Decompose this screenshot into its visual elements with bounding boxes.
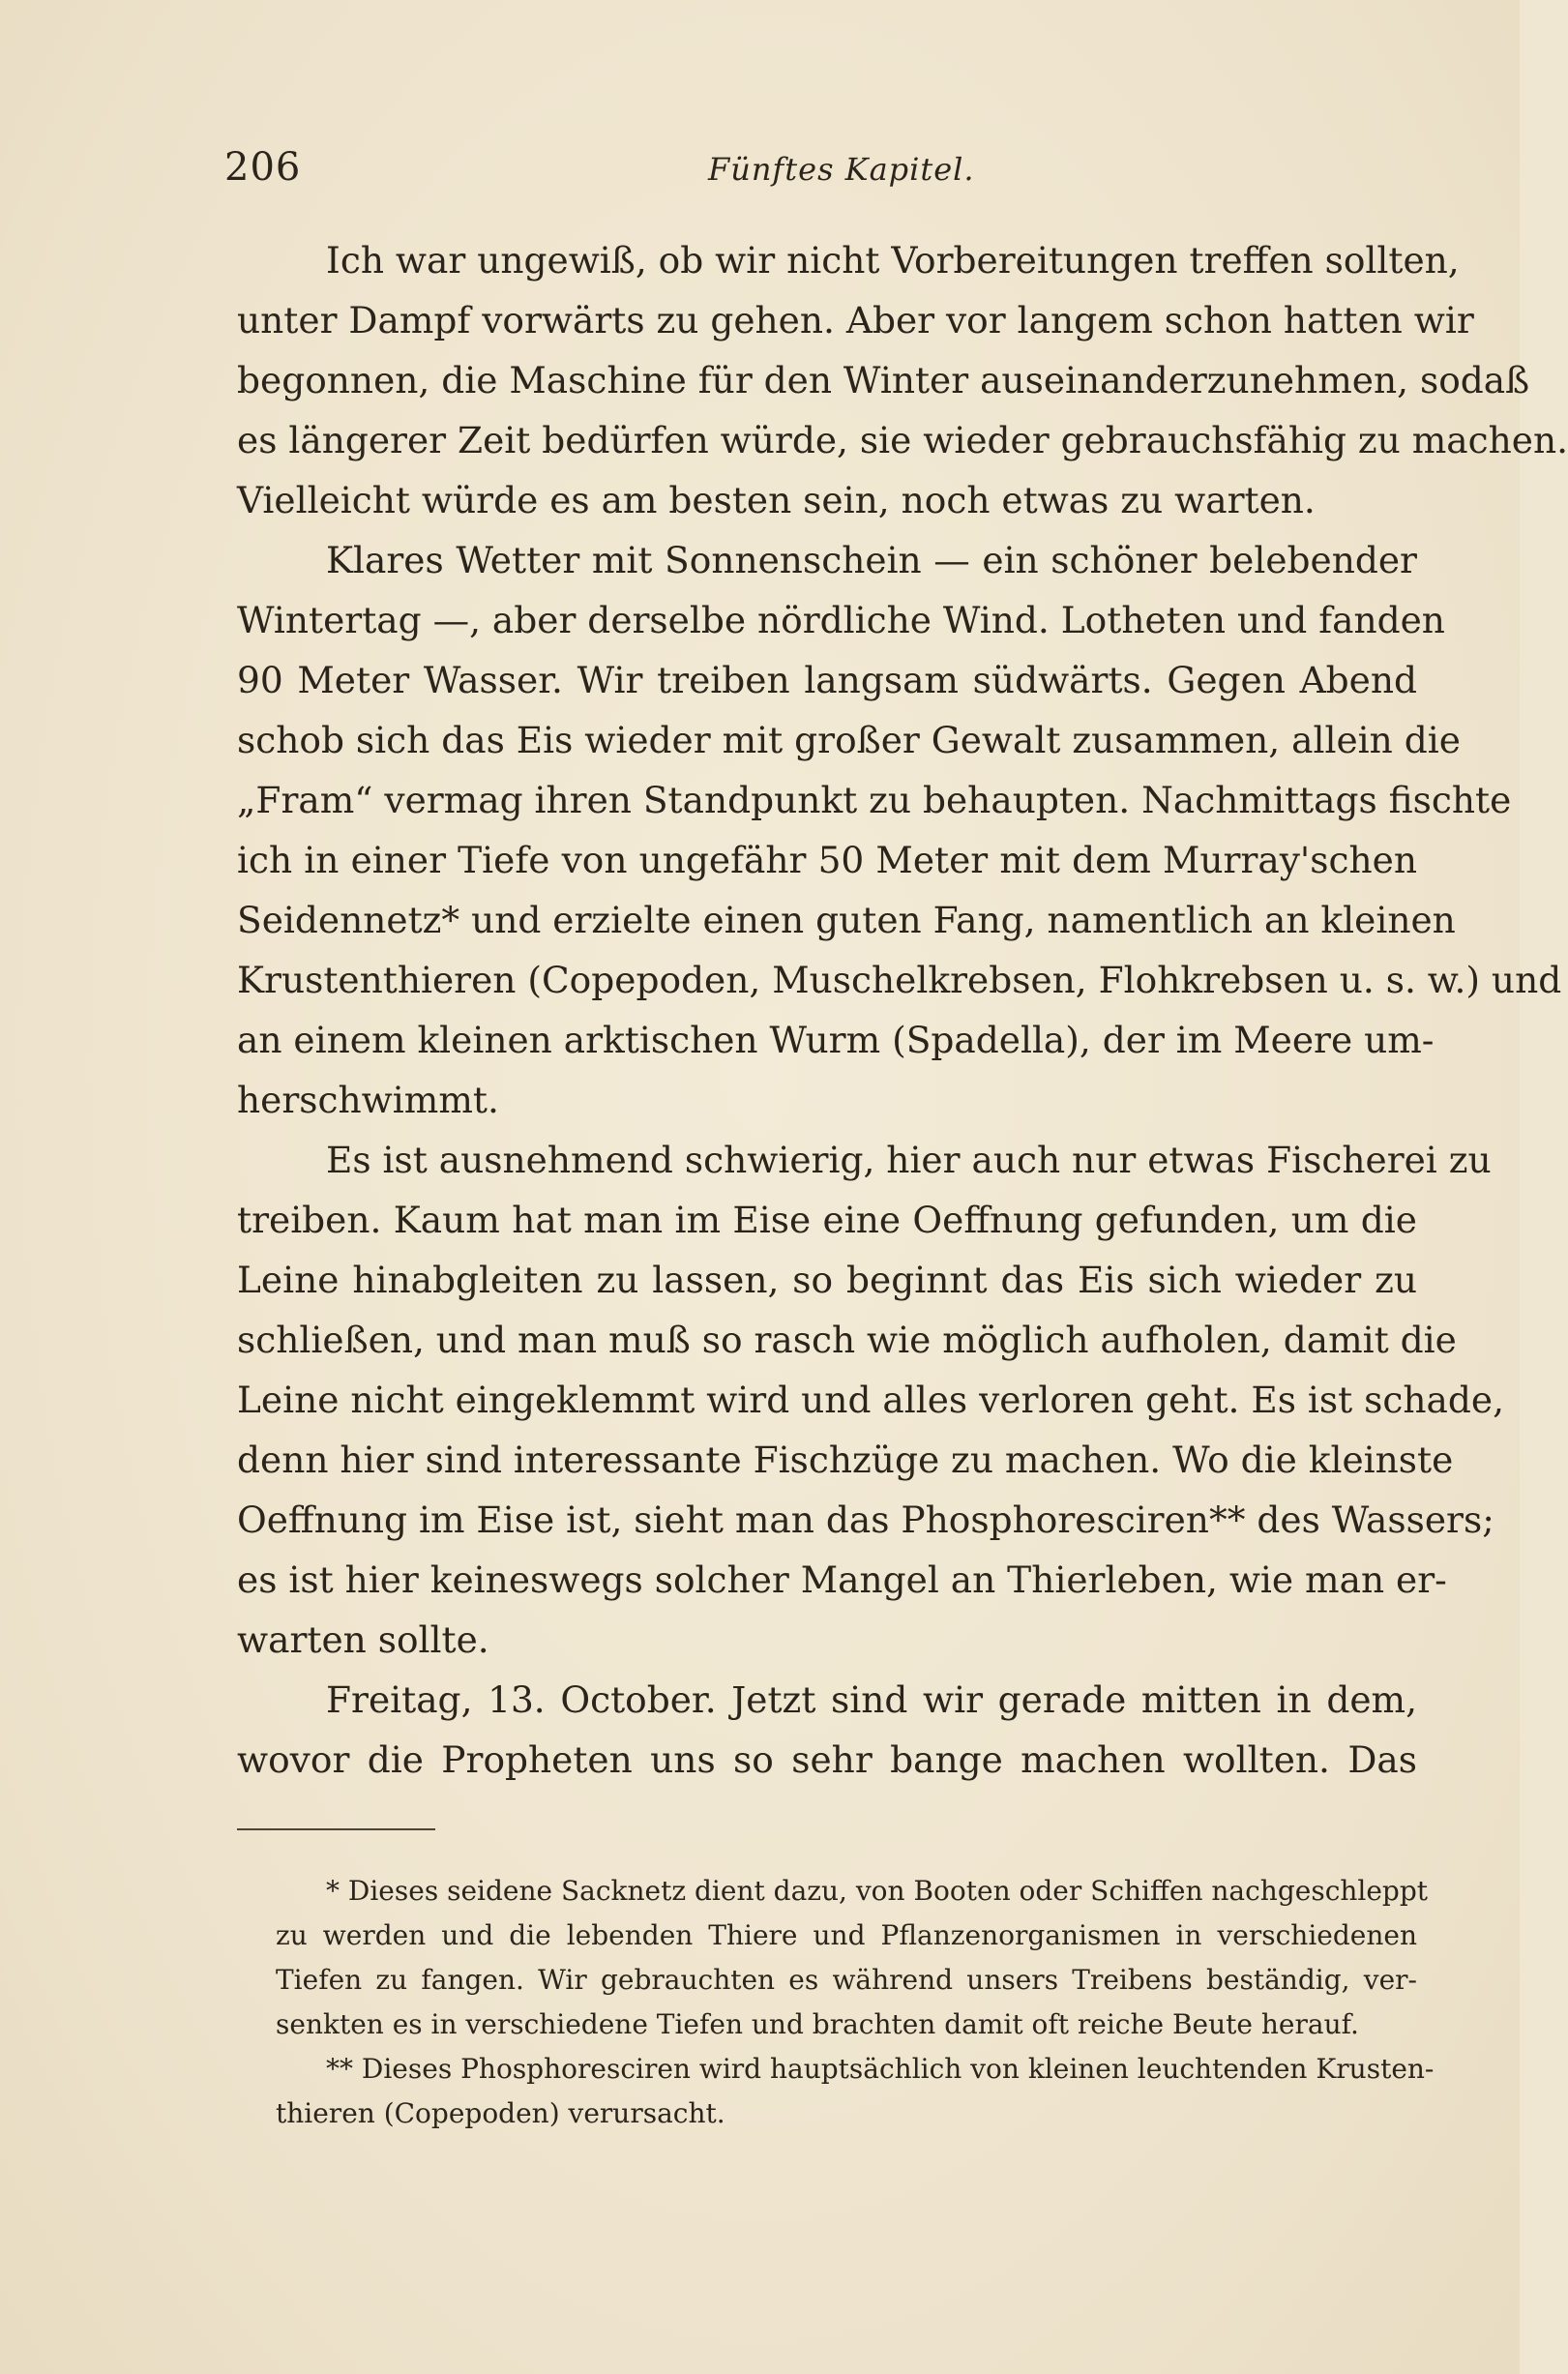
footnote-divider — [237, 1828, 435, 1830]
footnote-line: thieren (Copepoden) verursacht. — [276, 2097, 725, 2129]
text-line: treiben. Kaum hat man im Eise eine Oeffnung gefunden, um die — [237, 1199, 1417, 1241]
text-line: Es ist ausnehmend schwierig, hier auch nur etwas Fischerei zu — [326, 1139, 1492, 1181]
text-line: warten sollte. — [237, 1618, 489, 1661]
text-line: Leine nicht eingeklemmt wird und alles verloren geht. Es ist schade, — [237, 1379, 1505, 1421]
text-line: Vielleicht würde es am besten sein, noch etwas zu warten. — [237, 479, 1316, 521]
footnote-line: senkten es in verschiedene Tiefen und brachten damit oft reiche Beute herauf. — [276, 2008, 1359, 2040]
footnote-line: * Dieses seidene Sacknetz dient dazu, von Booten oder Schiffen nachgeschleppt — [326, 1875, 1429, 1907]
footnotes — [276, 1869, 1435, 2136]
page-number: 206 — [224, 145, 302, 190]
text-line: Seidennetz* und erzielte einen guten Fang, namentlich an kleinen — [237, 899, 1456, 941]
page-header — [224, 145, 1308, 203]
text-line: denn hier sind interessante Fischzüge zu machen. Wo die kleinste — [237, 1439, 1454, 1481]
text-line: unter Dampf vorwärts zu gehen. Aber vor langem schon hatten wir — [237, 299, 1474, 341]
text-line: „Fram“ vermag ihren Standpunkt zu behaupten. Nachmittags fischte — [237, 779, 1512, 821]
text-line: es ist hier keineswegs solcher Mangel an Thierleben, wie man er- — [237, 1558, 1447, 1601]
text-line: Krustenthieren (Copepoden, Muschelkrebsen, Flohkrebsen u. s. w.) und — [237, 959, 1562, 1001]
text-line: wovor die Propheten uns so sehr bange machen wollten. Das — [237, 1738, 1417, 1781]
body-text — [237, 230, 1568, 1790]
text-line: begonnen, die Maschine für den Winter auseinanderzunehmen, sodaß — [237, 359, 1530, 401]
text-line: Ich war ungewiß, ob wir nicht Vorbereitungen treffen sollten, — [326, 239, 1460, 282]
text-line: schob sich das Eis wieder mit großer Gewalt zusammen, allein die — [237, 719, 1461, 761]
text-line: Leine hinabgleiten zu lassen, so beginnt das Eis sich wieder zu — [237, 1259, 1417, 1301]
footnote-line: ** Dieses Phosphoresciren wird hauptsächlich von kleinen leuchtenden Krusten- — [326, 2053, 1435, 2085]
text-line: ich in einer Tiefe von ungefähr 50 Meter mit dem Murray'schen — [237, 839, 1417, 881]
text-line: schließen, und man muß so rasch wie möglich aufholen, damit die — [237, 1319, 1457, 1361]
text-line: Oeffnung im Eise ist, sieht man das Phosphoresciren** des Wassers; — [237, 1499, 1494, 1541]
text-line: an einem kleinen arktischen Wurm (Spadella), der im Meere um- — [237, 1019, 1435, 1061]
running-title: Fünftes Kapitel. — [708, 151, 975, 188]
text-line: es längerer Zeit bedürfen würde, sie wieder gebrauchsfähig zu machen. — [237, 419, 1568, 461]
text-line: Freitag, 13. October. Jetzt sind wir gerade mitten in dem, — [326, 1678, 1417, 1721]
footnote-line: Tiefen zu fangen. Wir gebrauchten es während unsers Treibens beständig, ver- — [276, 1964, 1417, 1996]
text-line: herschwimmt. — [237, 1079, 499, 1121]
text-line: Klares Wetter mit Sonnenschein — ein schöner belebender — [326, 539, 1417, 581]
text-line: 90 Meter Wasser. Wir treiben langsam südwärts. Gegen Abend — [237, 659, 1417, 701]
text-line: Wintertag —, aber derselbe nördliche Wind. Lotheten und fanden — [237, 599, 1445, 641]
footnote-line: zu werden und die lebenden Thiere und Pflanzenorganismen in verschiedenen — [276, 1919, 1417, 1951]
